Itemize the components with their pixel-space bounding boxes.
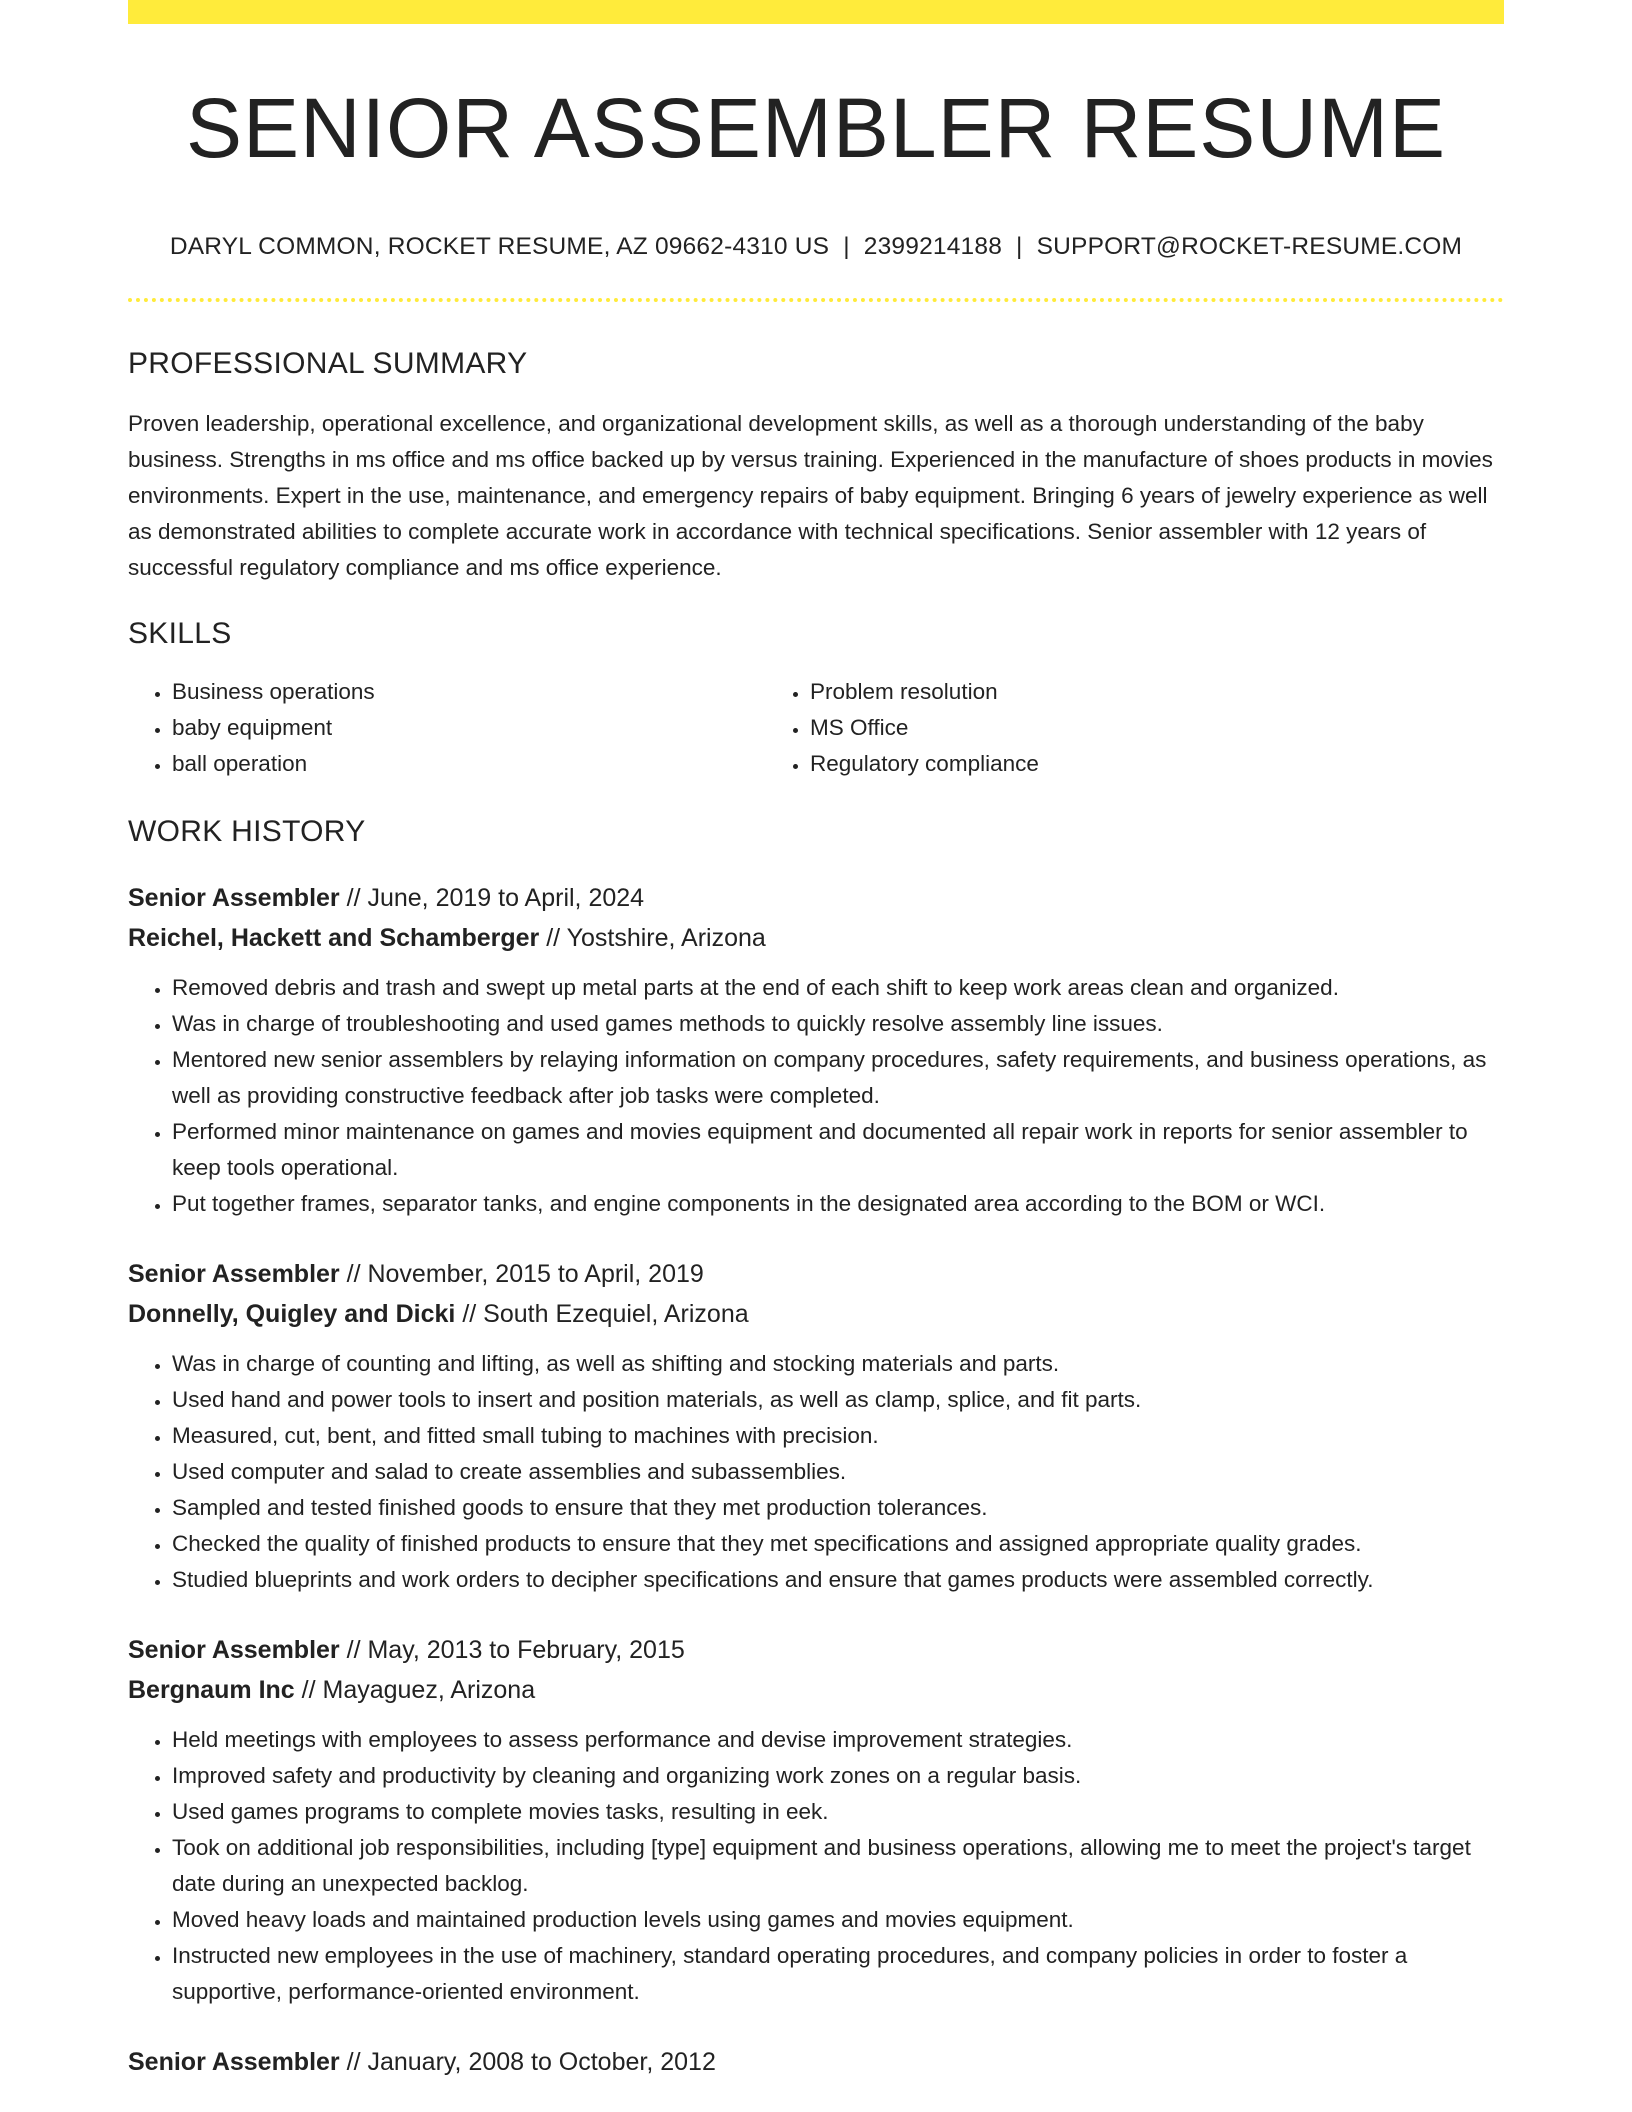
job-bullet: • Was in charge of counting and lifting, as well as shifting and stocking materials and parts. xyxy=(172,1346,1504,1382)
summary-text: Proven leadership, operational excellence, and organizational development skills, as well as a thorough understanding of the baby business. Strengths in ms office and ms office backed up by versus training. Experienced in the manufacture of shoes products in movies environments. Expert in the use, maintenance, and emergency repairs of baby equipment. Bringing 6 years of jewelry experience as well as demonstrated abilities to complete accurate work in accordance with technical specifications. Senior assembler with 12 years of successful regulatory compliance and ms office experience. xyxy=(128,410,1493,580)
contact-separator: | xyxy=(843,233,850,261)
job-bullet: • Used games programs to complete movies tasks, resulting in eek. xyxy=(172,1794,1504,1830)
job-bullet: • Moved heavy loads and maintained production levels using games and movies equipment. xyxy=(172,1902,1504,1938)
accent-bar xyxy=(128,0,1504,24)
job-title-line xyxy=(128,878,1504,918)
job-company: Bergnaum Inc xyxy=(128,1675,295,1704)
job-entry xyxy=(128,878,1504,1222)
dotted-divider xyxy=(128,298,1504,302)
skill-item: • Regulatory compliance xyxy=(810,746,1396,782)
contact-email: SUPPORT@ROCKET-RESUME.COM xyxy=(1036,233,1463,261)
job-bullet: • Put together frames, separator tanks, and engine components in the designated area according to the BOM or WCI. xyxy=(172,1186,1504,1222)
work-history-heading: WORK HISTORY xyxy=(128,814,366,848)
skills-list xyxy=(128,674,1504,782)
job-entry xyxy=(128,2042,1504,2082)
job-bullet: • Mentored new senior assemblers by relaying information on company procedures, safety requirements, and business operations, as well as providing constructive feedback after job tasks were completed. xyxy=(172,1042,1504,1114)
contact-separator: | xyxy=(1016,233,1023,261)
resume-page xyxy=(128,0,1504,2082)
skill-item: • ball operation xyxy=(172,746,762,782)
job-bullet: • Measured, cut, bent, and fitted small tubing to machines with precision. xyxy=(172,1418,1504,1454)
job-location: // South Ezequiel, Arizona xyxy=(462,1299,749,1328)
job-title-line xyxy=(128,1630,1504,1670)
job-bullet: • Improved safety and productivity by cleaning and organizing work zones on a regular basis. xyxy=(172,1758,1504,1794)
job-bullet: • Used computer and salad to create assemblies and subassemblies. xyxy=(172,1454,1504,1490)
job-company-line xyxy=(128,1670,1504,1710)
job-bullet: • Removed debris and trash and swept up metal parts at the end of each shift to keep work areas clean and organized. xyxy=(172,970,1504,1006)
job-title-line xyxy=(128,2042,1504,2082)
contact-phone: 2399214188 xyxy=(863,233,1003,261)
job-bullets xyxy=(128,1346,1504,1598)
job-company: Reichel, Hackett and Schamberger xyxy=(128,923,540,952)
job-title-line xyxy=(128,1254,1504,1294)
skill-item: • Problem resolution xyxy=(810,674,1396,710)
job-bullets xyxy=(128,1722,1504,2010)
job-title: Senior Assembler xyxy=(128,883,340,912)
job-bullet: • Checked the quality of finished products to ensure that they met specifications and assigned appropriate quality grades. xyxy=(172,1526,1504,1562)
job-company: Donnelly, Quigley and Dicki xyxy=(128,1299,456,1328)
skills-heading: SKILLS xyxy=(128,616,232,650)
job-bullet: • Was in charge of troubleshooting and used games methods to quickly resolve assembly line issues. xyxy=(172,1006,1504,1042)
job-location: // Yostshire, Arizona xyxy=(546,923,766,952)
job-company-line xyxy=(128,918,1504,958)
job-location: // Mayaguez, Arizona xyxy=(301,1675,536,1704)
job-dates: // November, 2015 to April, 2019 xyxy=(346,1259,704,1288)
job-bullet: • Took on additional job responsibilities, including [type] equipment and business operations, allowing me to meet the project's target date during an unexpected backlog. xyxy=(172,1830,1504,1902)
job-bullet: • Used hand and power tools to insert and position materials, as well as clamp, splice, and fit parts. xyxy=(172,1382,1504,1418)
job-bullet: • Studied blueprints and work orders to decipher specifications and ensure that games products were assembled correctly. xyxy=(172,1562,1504,1598)
job-entry xyxy=(128,1254,1504,1598)
skill-item: • MS Office xyxy=(810,710,1396,746)
contact-line xyxy=(128,232,1504,261)
job-bullet: • Sampled and tested finished goods to ensure that they met production tolerances. xyxy=(172,1490,1504,1526)
resume-title: SENIOR ASSEMBLER RESUME xyxy=(186,81,1446,175)
job-title: Senior Assembler xyxy=(128,1635,340,1664)
job-title: Senior Assembler xyxy=(128,1259,340,1288)
job-company-line xyxy=(128,1294,1504,1334)
job-bullet: • Performed minor maintenance on games and movies equipment and documented all repair work in reports for senior assembler to keep tools operational. xyxy=(172,1114,1504,1186)
skills-column-right xyxy=(762,674,1396,782)
skill-item: • Business operations xyxy=(172,674,762,710)
job-bullets xyxy=(128,970,1504,1222)
job-bullet: • Instructed new employees in the use of machinery, standard operating procedures, and company policies in order to foster a supportive, performance-oriented environment. xyxy=(172,1938,1504,2010)
job-entry xyxy=(128,1630,1504,2010)
job-title: Senior Assembler xyxy=(128,2047,340,2076)
job-dates: // May, 2013 to February, 2015 xyxy=(346,1635,685,1664)
job-bullet: • Held meetings with employees to assess performance and devise improvement strategies. xyxy=(172,1722,1504,1758)
summary-heading: PROFESSIONAL SUMMARY xyxy=(128,346,528,380)
job-dates: // June, 2019 to April, 2024 xyxy=(346,883,645,912)
contact-address: DARYL COMMON, ROCKET RESUME, AZ 09662-4310 US xyxy=(169,233,830,261)
skills-column-left xyxy=(128,674,762,782)
job-dates: // January, 2008 to October, 2012 xyxy=(346,2047,716,2076)
skill-item: • baby equipment xyxy=(172,710,762,746)
